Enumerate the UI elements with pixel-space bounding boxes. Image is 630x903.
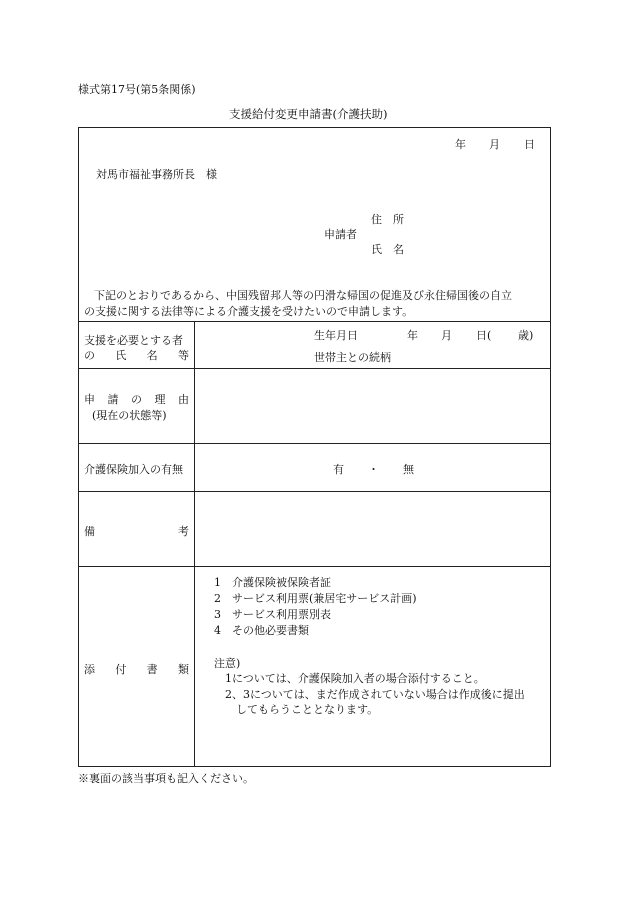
reason-label-line-2: (現在の状態等) (92, 409, 167, 422)
person-label-char: の (84, 349, 95, 362)
attachment-item: 3 サービス利用票別表 (214, 608, 331, 621)
attachments-list (214, 576, 417, 640)
attachment-item: 4 その他必要書類 (214, 624, 309, 637)
birth-age: 歳) (518, 329, 534, 342)
note-line-3: してもらうこととなります。 (236, 703, 379, 716)
divider-person (78, 368, 551, 369)
reason-label-char: 申 (84, 393, 95, 406)
person-label-line-2 (84, 347, 189, 363)
divider-insurance (78, 491, 551, 492)
attachments-label-char: 付 (115, 663, 127, 676)
attachments-label-char: 類 (177, 663, 189, 676)
birth-year: 年 (407, 329, 418, 342)
remarks-label-char: 備 (84, 525, 95, 538)
attachments-label (84, 661, 189, 677)
remarks-label-char: 考 (178, 525, 189, 538)
note-line-2: 2、3については、まだ作成されていない場合は作成後に提出 (225, 688, 525, 701)
person-label-char: 名 (146, 349, 158, 362)
attachments-label-char: 添 (84, 663, 95, 676)
remarks-label (84, 523, 189, 539)
insurance-separator: ・ (368, 463, 379, 476)
attachments-label-char: 書 (146, 663, 158, 676)
applicant-name-label: 氏 名 (371, 243, 404, 256)
form-number: 様式第17号(第5条関係) (78, 83, 196, 96)
divider-remarks (78, 566, 551, 567)
note-line-1: 1については、介護保険加入者の場合添付すること。 (225, 672, 485, 685)
applicant-label: 申請者 (324, 228, 357, 241)
document-title: 支援給付変更申請書(介護扶助) (229, 107, 388, 121)
date-month: 月 (489, 138, 500, 151)
attachment-item: 1 介護保険被保険者証 (214, 576, 331, 589)
reason-label-char: 請 (107, 393, 119, 406)
insurance-yes: 有 (333, 463, 344, 476)
birth-date-label: 生年月日 (314, 329, 358, 342)
note-title: 注意) (214, 657, 241, 670)
attachment-item: 2 サービス利用票(兼居宅サービス計画) (214, 592, 417, 605)
footer-note: ※裏面の該当事項も記入ください。 (78, 772, 254, 785)
person-label-char: 等 (177, 349, 189, 362)
birth-month: 月 (441, 329, 452, 342)
addressee: 対馬市福祉事務所長 様 (96, 168, 217, 181)
divider-reason (78, 443, 551, 444)
insurance-no: 無 (403, 463, 414, 476)
reason-label-char: 由 (178, 393, 189, 406)
label-column-divider (194, 321, 195, 767)
birth-day: 日( (476, 329, 492, 342)
person-label-line-1: 支援を必要とする者 (84, 334, 183, 347)
date-year: 年 (455, 138, 466, 151)
person-label-char: 氏 (115, 349, 127, 362)
insurance-label: 介護保険加入の有無 (84, 463, 183, 476)
reason-label-char: 理 (154, 393, 166, 406)
statement-line-2: の支援に関する法律等による介護支援を受けたいので申請します。 (84, 305, 414, 318)
reason-label-char: の (131, 393, 142, 406)
divider-statement (78, 321, 551, 322)
applicant-address-label: 住 所 (371, 213, 404, 226)
reason-label-line-1 (84, 391, 189, 407)
statement-line-1: 下記のとおりであるから、中国残留邦人等の円滑な帰国の促進及び永住帰国後の自立 (94, 289, 512, 302)
date-day: 日 (524, 138, 535, 151)
household-relation-label: 世帯主との続柄 (314, 351, 391, 364)
